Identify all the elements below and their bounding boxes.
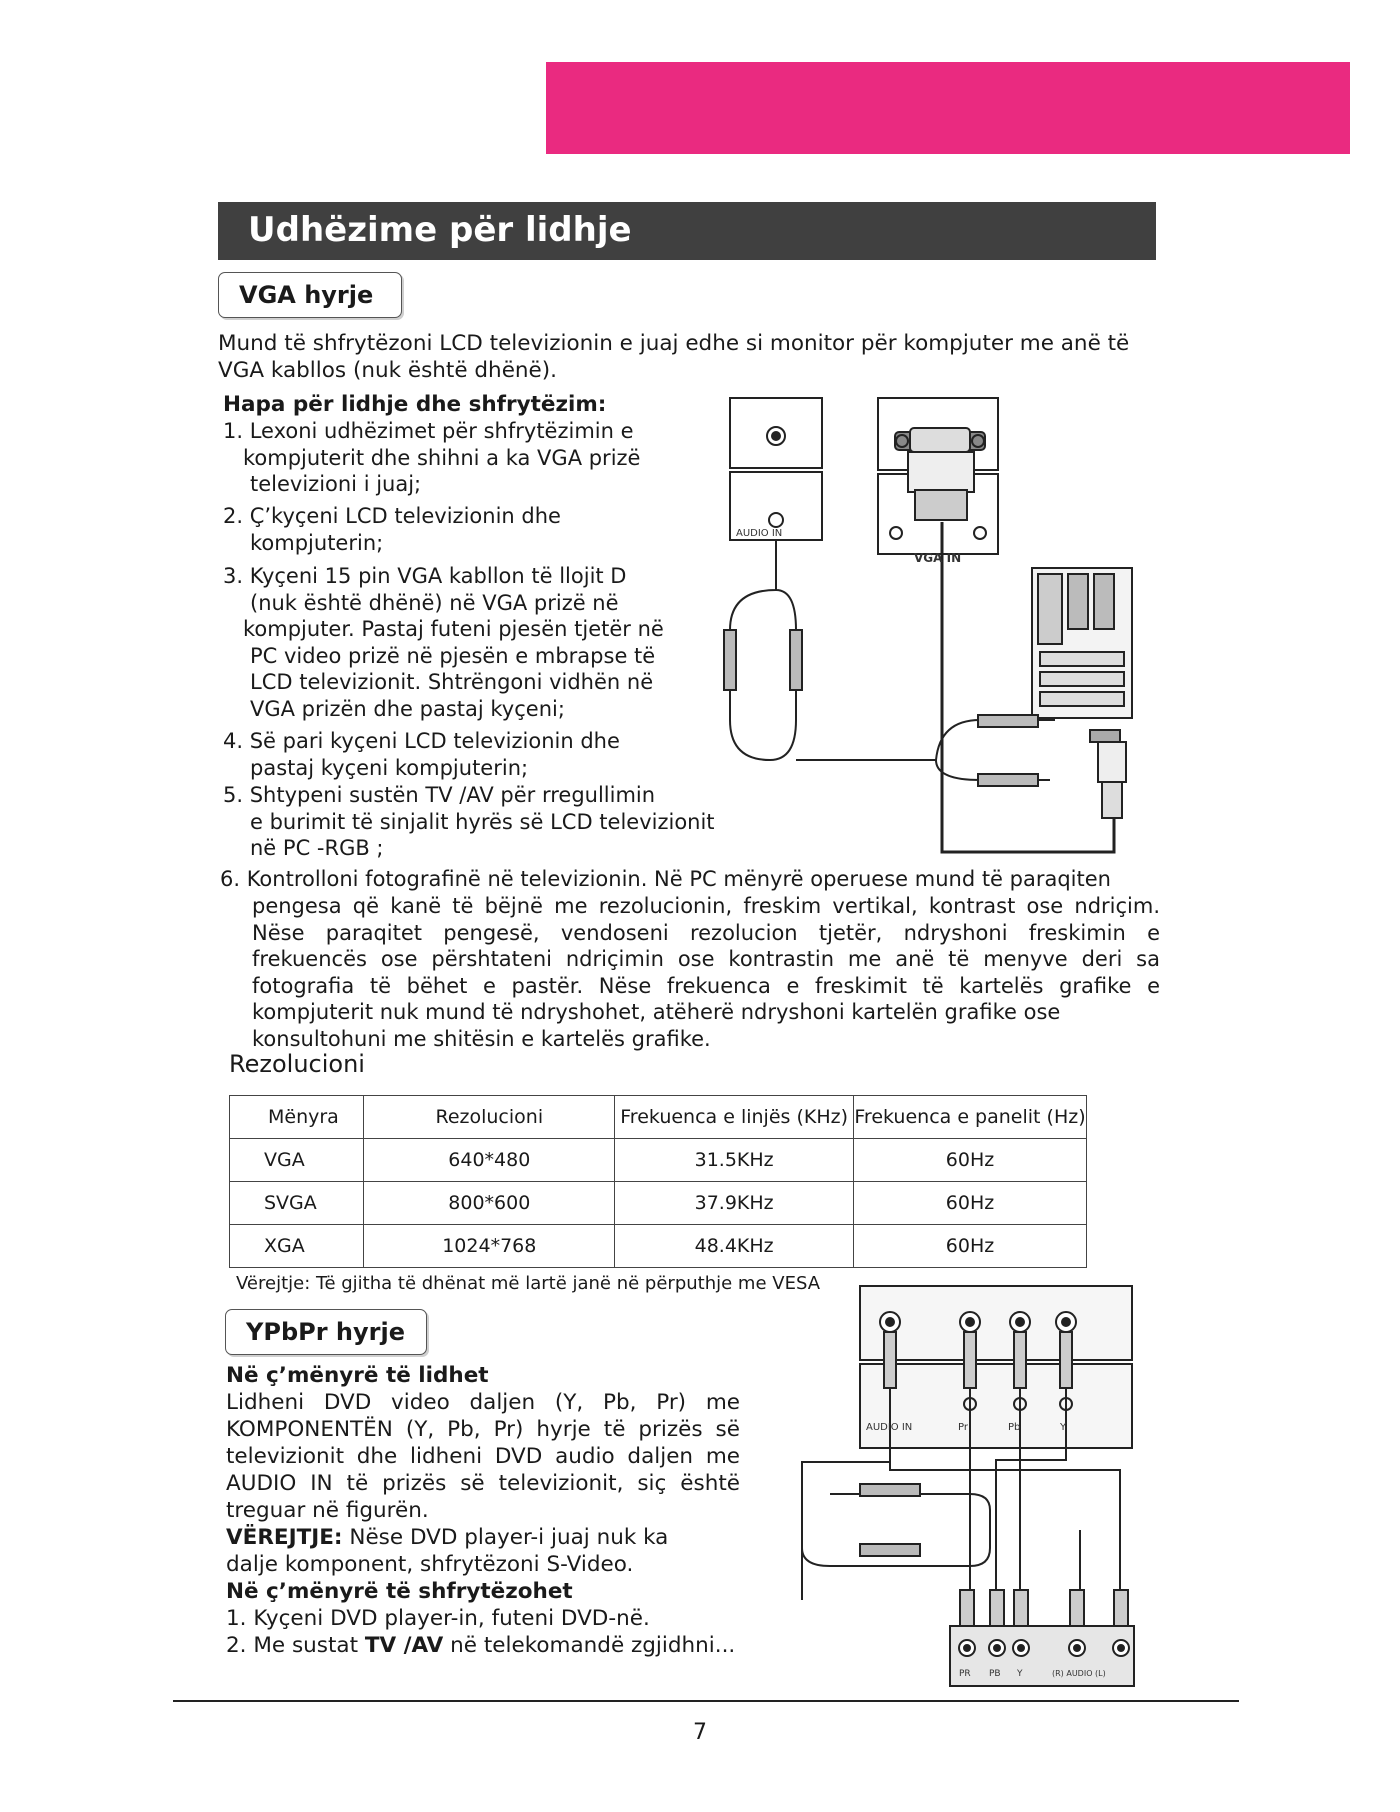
ypbpr-use-step-2-pre: 2. Me sustat — [226, 1633, 365, 1658]
ypbpr-note-label: VËREJTJE: — [226, 1525, 343, 1550]
ypbpr-use-step-2-post: në telekomandë zgjidhni... — [443, 1633, 736, 1658]
ypbpr-connect-line: televizionit dhe lidheni DVD audio daljen me — [226, 1444, 740, 1469]
vga-step-3-line: PC video prizë në pjesën e mbrapse të — [250, 643, 656, 668]
vga-step-4 — [223, 728, 620, 781]
diagram-pb-label: Pb — [1008, 1422, 1021, 1433]
ypbpr-section-tag — [225, 1309, 427, 1355]
diagram-y-label: Y — [1060, 1422, 1067, 1433]
vga-step-5-line: e burimit të sinjalit hyrës së LCD televizionit — [250, 809, 715, 834]
ypbpr-note — [226, 1524, 668, 1551]
vga-step-2-line: kompjuterin; — [250, 530, 384, 555]
page-number: 7 — [693, 1720, 707, 1745]
ypbpr-note-line-2: dalje komponent, shfrytëzoni S-Video. — [226, 1552, 634, 1577]
vga-step-5-line: në PC -RGB ; — [250, 836, 384, 860]
ypbpr-use-heading: Në ç’mënyrë të shfrytëzohet — [226, 1579, 573, 1604]
table-cell: 60Hz — [854, 1139, 1087, 1182]
vga-step-3-line: 3. Kyçeni 15 pin VGA kabllon të llojit D — [223, 564, 627, 588]
table-cell: 31.5KHz — [615, 1139, 854, 1182]
footer-divider — [173, 1700, 1239, 1702]
vga-intro-line-1: Mund të shfrytëzoni LCD televizionin e juaj edhe si monitor për kompjuter me anë të — [218, 331, 1130, 356]
resolution-heading: Rezolucioni — [229, 1050, 365, 1078]
vga-step-4-line: 4. Së pari kyçeni LCD televizionin dhe — [223, 729, 620, 753]
vga-section-tag-label: VGA hyrje — [239, 281, 374, 309]
ypbpr-connection-diagram — [780, 1280, 1150, 1690]
dvd-audio-label: (R) AUDIO (L) — [1052, 1669, 1106, 1678]
vga-step-4-line: pastaj kyçeni kompjuterin; — [250, 755, 529, 780]
vga-step-1-line: 1. Lexoni udhëzimet për shfrytëzimin e — [223, 419, 634, 443]
ypbpr-connect-line: AUDIO IN të prizës së televizionit, siç është — [226, 1471, 740, 1496]
diagram-audio-in-label: AUDIO IN — [866, 1422, 913, 1433]
table-cell: 48.4KHz — [615, 1225, 854, 1268]
table-cell: 640*480 — [364, 1139, 615, 1182]
ypbpr-note-text: Nëse DVD player-i juaj nuk ka — [342, 1525, 669, 1550]
resolution-table — [229, 1095, 1087, 1268]
table-row — [230, 1182, 1087, 1225]
vga-step-5-line: 5. Shtypeni sustën TV /AV për rregullimin — [223, 783, 656, 807]
vga-step-2 — [223, 503, 561, 556]
table-cell: XGA — [230, 1225, 364, 1268]
table-cell: SVGA — [230, 1182, 364, 1225]
vga-step-6-last-line: konsultohuni me shitësin e kartelës grafike. — [252, 1027, 711, 1051]
ypbpr-connect-line: Lidheni DVD video daljen (Y, Pb, Pr) me — [226, 1390, 740, 1415]
table-cell: 60Hz — [854, 1182, 1087, 1225]
dvd-pb-label: PB — [989, 1669, 1001, 1679]
diagram-pr-label: Pr — [958, 1422, 968, 1433]
vga-step-3-line: kompjuter. Pastaj futeni pjesën tjetër në — [243, 617, 664, 641]
ypbpr-use-step-1: 1. Kyçeni DVD player-in, futeni DVD-në. — [226, 1606, 650, 1631]
vga-step-5 — [223, 782, 715, 862]
vga-step-1-line: kompjuterit dhe shihni a ka VGA prizë — [243, 445, 641, 470]
vga-intro-line-2: VGA kabllos (nuk është dhënë). — [218, 358, 557, 383]
table-cell: 60Hz — [854, 1225, 1087, 1268]
ypbpr-connect-paragraph — [226, 1389, 740, 1524]
vga-step-3 — [223, 563, 664, 722]
vga-step-3-line: (nuk është dhënë) në VGA prizë në — [250, 590, 619, 615]
ypbpr-connect-line: KOMPONENTËN (Y, Pb, Pr) hyrje të prizës së — [226, 1417, 740, 1442]
page-title: Udhëzime për lidhje — [248, 210, 632, 250]
vga-step-3-line: LCD televizionit. Shtrëngoni vidhën në — [250, 670, 654, 694]
table-cell: VGA — [230, 1139, 364, 1182]
resolution-note: Vërejtje: Të gjitha të dhënat më lartë janë në përputhje me VESA — [236, 1273, 821, 1294]
vga-steps-heading: Hapa për lidhje dhe shfrytëzim: — [223, 392, 607, 417]
diagram-audio-in-label: AUDIO IN — [736, 528, 783, 539]
table-header-cell: Frekuenca e linjës (KHz) — [615, 1096, 854, 1139]
vga-connection-diagram — [720, 390, 1140, 860]
table-cell: 37.9KHz — [615, 1182, 854, 1225]
table-header-cell: Mënyra — [230, 1096, 364, 1139]
vga-step-6-body: pengesa që kanë të bëjnë me rezolucionin, freskim vertikal, kontrast ose ndriçim. Nëse paraqitet pengesë, vendoseni rezolucion tjetër, ndryshoni freskimin e frekuencës ose përshtateni ndriçimin ose kontrastin me anë të menyve deri sa fotografia të bëhet e pastër. Nëse frekuenca e freskimit të kartelës grafike e kompjuterit nuk mund të ndryshohet, atëherë ndryshoni kartelën grafike ose — [252, 894, 1160, 1024]
dvd-pr-label: PR — [959, 1669, 971, 1679]
table-cell: 1024*768 — [364, 1225, 615, 1268]
vga-step-1 — [223, 418, 640, 498]
diagram-vga-in-label: VGA IN — [914, 551, 962, 565]
ypbpr-connect-heading: Në ç’mënyrë të lidhet — [226, 1363, 489, 1388]
ypbpr-use-step-2-bold: TV /AV — [364, 1633, 444, 1658]
vga-step-3-line: VGA prizën dhe pastaj kyçeni; — [250, 696, 565, 721]
table-row — [230, 1139, 1087, 1182]
table-cell: 800*600 — [364, 1182, 615, 1225]
dvd-y-label: Y — [1017, 1669, 1023, 1679]
ypbpr-section-tag-label: YPbPr hyrje — [246, 1318, 405, 1346]
ypbpr-connect-line: treguar në figurën. — [226, 1498, 429, 1523]
header-accent-bar — [546, 62, 1350, 154]
vga-section-tag — [218, 272, 402, 318]
table-header-cell: Frekuenca e panelit (Hz) — [854, 1096, 1087, 1139]
vga-step-6-first-line: 6. Kontrolloni fotografinë në televizionin. Në PC mënyrë operuese mund të paraqiten — [220, 867, 1111, 891]
ypbpr-use-step-2 — [226, 1632, 735, 1659]
table-header-cell: Rezolucioni — [364, 1096, 615, 1139]
section-title-bar — [218, 202, 1156, 260]
table-row — [230, 1225, 1087, 1268]
vga-step-1-line: televizioni i juaj; — [250, 472, 422, 496]
table-header-row — [230, 1096, 1087, 1139]
vga-step-2-line: 2. Ç’kyçeni LCD televizionin dhe — [223, 504, 561, 528]
